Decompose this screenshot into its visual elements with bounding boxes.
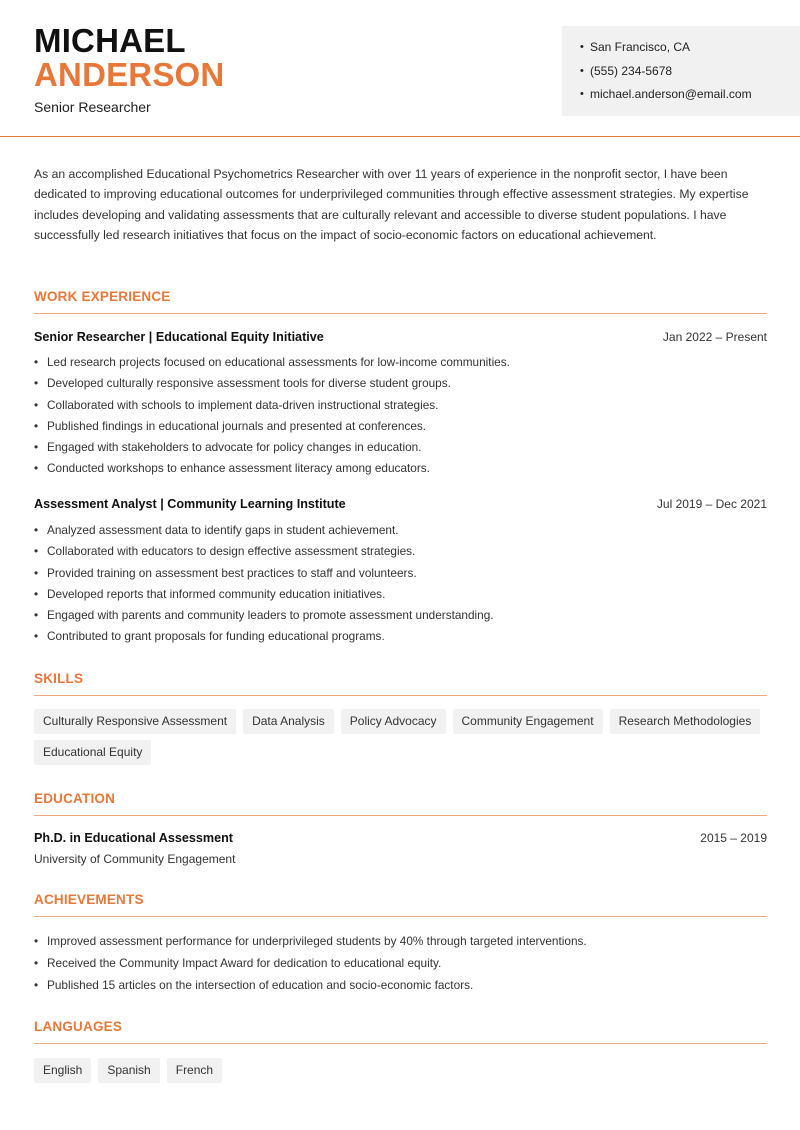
skill-chip: Research Methodologies (610, 709, 761, 734)
list-item: • Engaged with parents and community leaders to promote assessment understanding. (34, 605, 494, 626)
languages-heading: LANGUAGES (34, 1019, 767, 1044)
education-dates: 2015 – 2019 (700, 831, 767, 845)
skill-chip: Educational Equity (34, 740, 151, 765)
resume-header (0, 0, 800, 137)
job-1-dates: Jan 2022 – Present (662, 330, 767, 344)
education-degree: Ph.D. in Educational Assessment (34, 831, 233, 845)
education-school: University of Community Engagement (34, 852, 236, 866)
contact-email[interactable]: • michael.anderson@email.com (580, 86, 800, 110)
achievements-list (34, 930, 587, 996)
job-2-header (34, 497, 767, 515)
list-item: • Analyzed assessment data to identify gaps in student achievement. (34, 520, 494, 541)
list-item: • Conducted workshops to enhance assessment literacy among educators. (34, 458, 510, 479)
skill-chip: Policy Advocacy (341, 709, 446, 734)
list-item: • Improved assessment performance for underprivileged students by 40% through targeted interventions. (34, 930, 587, 952)
job-1-bullets (34, 352, 510, 480)
list-item: • Published findings in educational journals and presented at conferences. (34, 416, 510, 437)
list-item: • Collaborated with educators to design effective assessment strategies. (34, 541, 494, 562)
job-1-title: Senior Researcher | Educational Equity Initiative (34, 330, 324, 344)
list-item: • Published 15 articles on the intersection of education and socio-economic factors. (34, 974, 587, 996)
list-item: • Developed culturally responsive assessment tools for diverse student groups. (34, 373, 510, 394)
summary: As an accomplished Educational Psychometrics Researcher with over 11 years of experience in the nonprofit sector, I have been dedicated to improving educational outcomes for underprivileged communities through effective assessment strategies. My expertise includes developing and validating assessments that are culturally relevant and accessible to diverse student populations. I have successfully led research initiatives that focus on the impact of socio-economic factors on educational achievement. (34, 167, 749, 242)
education-heading: EDUCATION (34, 791, 767, 816)
achievements-heading: ACHIEVEMENTS (34, 892, 767, 917)
language-chip: English (34, 1058, 91, 1083)
list-item: • Engaged with stakeholders to advocate for policy changes in education. (34, 437, 510, 458)
job-2-dates: Jul 2019 – Dec 2021 (656, 497, 767, 511)
skill-chip: Culturally Responsive Assessment (34, 709, 236, 734)
skills-heading: SKILLS (34, 671, 767, 696)
job-1-header (34, 330, 767, 348)
contact-location: • San Francisco, CA (580, 39, 800, 63)
last-name: ANDERSON (34, 56, 225, 93)
work-experience-heading: WORK EXPERIENCE (34, 289, 767, 314)
list-item: • Collaborated with schools to implement data-driven instructional strategies. (34, 395, 510, 416)
list-item: • Received the Community Impact Award for dedication to educational equity. (34, 952, 587, 974)
job-title: Senior Researcher (34, 99, 151, 115)
skills-list (34, 709, 774, 771)
list-item: • Led research projects focused on educational assessments for low-income communities. (34, 352, 510, 373)
job-2-bullets (34, 520, 494, 648)
contact-box (562, 26, 800, 116)
language-chip: Spanish (98, 1058, 159, 1083)
languages-list (34, 1058, 774, 1089)
list-item: • Contributed to grant proposals for funding educational programs. (34, 626, 494, 647)
skill-chip: Community Engagement (453, 709, 603, 734)
list-item: • Developed reports that informed community education initiatives. (34, 584, 494, 605)
skill-chip: Data Analysis (243, 709, 334, 734)
job-2-title: Assessment Analyst | Community Learning Institute (34, 497, 346, 511)
first-name: MICHAEL (34, 22, 186, 59)
language-chip: French (167, 1058, 222, 1083)
list-item: • Provided training on assessment best practices to staff and volunteers. (34, 563, 494, 584)
contact-phone: • (555) 234-5678 (580, 63, 800, 87)
